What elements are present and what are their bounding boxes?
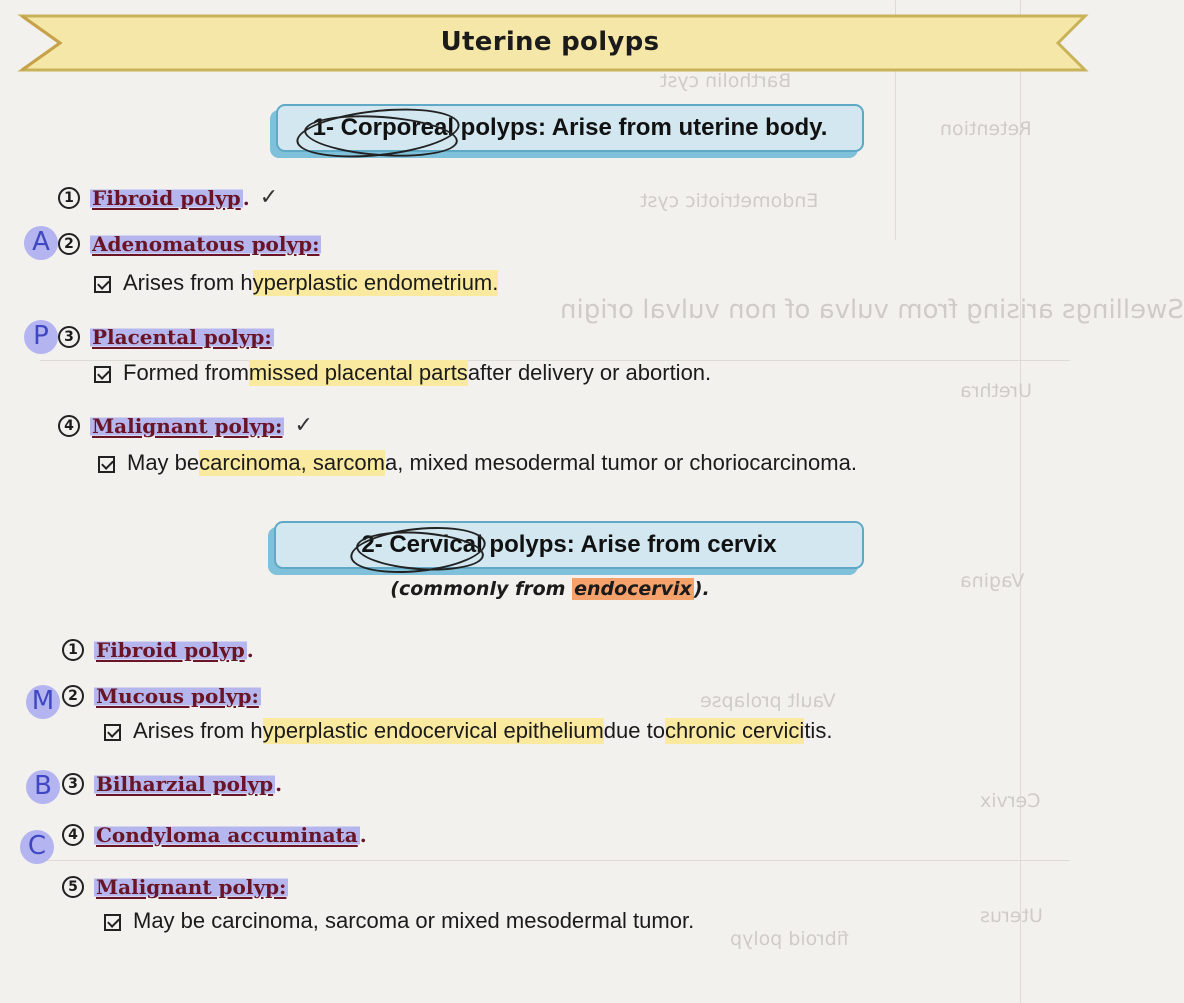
item-tail: . — [242, 185, 250, 210]
item-number: 4 — [62, 824, 84, 846]
item-number: 3 — [58, 326, 80, 348]
item-title: Fibroid polyp — [96, 638, 245, 662]
margin-letter: C — [20, 830, 54, 864]
highlighted-text: endocervix — [574, 578, 692, 600]
item-tail: . — [359, 823, 367, 847]
list-item — [62, 684, 261, 708]
list-item — [58, 413, 313, 438]
highlighted-text: yperplastic endometrium. — [252, 270, 499, 295]
item-title: Bilharzial polyp — [96, 772, 274, 796]
item-number: 1 — [62, 639, 84, 661]
checkbox-icon — [94, 276, 111, 293]
document-page: Bartholin cyst Retention Endometriotic cyst Swellings arising from vulva of non vulval origin Urethra Vagina Vault prolapse Cervix Uterus fibroid polyp Uterine polyps 1- Corporeal polyps: Arise from uterine body. 1 Fibroid polyp . ✓ A 2 Adenomatous polyp: Arises from h yperplastic endometrium. P 3 Placental polyp: Formed from missed placental parts after delivery or abortion. 4 Malignant polyp: ✓ May be carcinoma, sarcom a, mixed mesodermal tumor or choriocarcinoma. 2- Cervical polyps: Arise from cervix (commonly from endocervix ). 1 Fibroid polyp . M 2 Mucous polyp: Arises from h yperplastic endocervical epithelium due to chronic cervici tis. B 3 Bilharzial polyp . C 4 Condyloma accuminata . 5 Malignant polyp: May be carcinoma, sarcoma or mixed mesodermal tumor. — [0, 0, 1100, 1003]
list-item — [58, 232, 321, 256]
bullet-point: May be carcinoma, sarcoma or mixed mesodermal tumor. — [104, 908, 694, 934]
margin-letter: P — [24, 320, 58, 354]
section2-subtitle: (commonly from endocervix ). — [390, 578, 710, 600]
check-mark-icon: ✓ — [294, 413, 313, 438]
item-title: Mucous polyp: — [96, 684, 259, 708]
item-number: 5 — [62, 876, 84, 898]
list-item — [62, 638, 254, 662]
section2-header-text: 2- Cervical polyps: Arise from cervix — [361, 531, 777, 558]
highlighted-text: chronic cervici — [664, 718, 805, 743]
checkbox-icon — [104, 914, 121, 931]
item-number: 1 — [58, 187, 80, 209]
item-tail: . — [246, 638, 254, 662]
check-mark-icon: ✓ — [259, 185, 279, 210]
title-banner — [0, 10, 1100, 76]
item-title: Malignant polyp: — [96, 875, 287, 899]
item-number: 2 — [62, 685, 84, 707]
checkbox-icon — [104, 724, 121, 741]
bullet-point: Arises from h yperplastic endocervical epithelium due to chronic cervici tis. — [104, 718, 832, 744]
section1-header-text: 1- Corporeal polyps: Arise from uterine body. — [312, 114, 828, 141]
margin-letter: M — [26, 685, 60, 719]
item-title: Malignant polyp: — [92, 413, 283, 438]
item-title: Placental polyp: — [92, 325, 272, 349]
item-number: 2 — [58, 233, 80, 255]
item-title: Fibroid polyp — [92, 185, 241, 210]
list-item — [62, 823, 367, 847]
margin-letter: A — [24, 226, 58, 260]
checkbox-icon — [94, 366, 111, 383]
highlighted-text: yperplastic endocervical epithelium — [262, 718, 604, 743]
highlighted-text: carcinoma, sarcom — [199, 450, 385, 475]
list-item — [58, 185, 278, 210]
item-tail: . — [275, 772, 283, 796]
list-item — [62, 875, 288, 899]
bullet-point: May be carcinoma, sarcom a, mixed mesodermal tumor or choriocarcinoma. — [98, 450, 857, 476]
item-title: Adenomatous polyp: — [92, 232, 320, 256]
page-title: Uterine polyps — [440, 27, 660, 57]
checkbox-icon — [98, 456, 115, 473]
item-number: 4 — [58, 415, 80, 437]
bullet-point: Formed from missed placental parts after delivery or abortion. — [94, 360, 711, 386]
list-item — [62, 772, 282, 796]
margin-letter: B — [26, 770, 60, 804]
list-item — [58, 325, 274, 349]
bullet-point: Arises from h yperplastic endometrium. — [94, 270, 498, 296]
highlighted-text: missed placental parts — [248, 360, 468, 385]
item-title: Condyloma accuminata — [96, 823, 358, 847]
item-number: 3 — [62, 773, 84, 795]
